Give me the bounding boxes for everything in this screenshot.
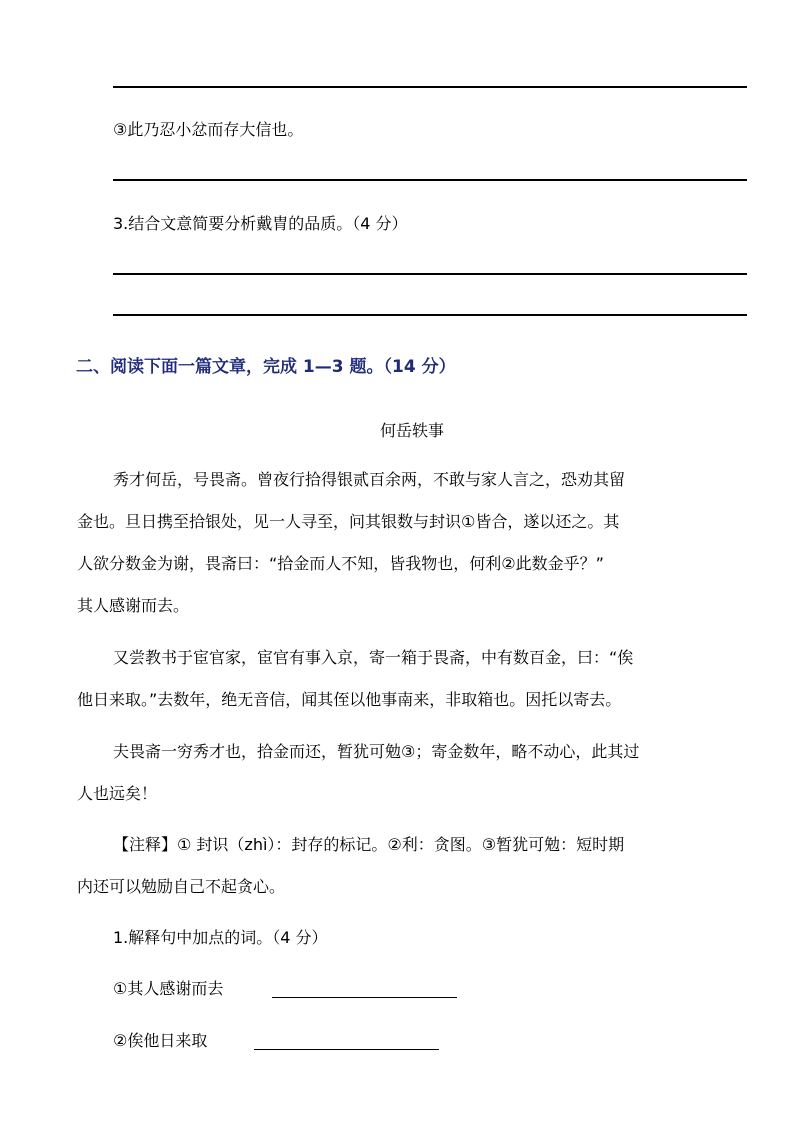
paragraph-1-line-1: 秀才何岳，号畏斋。曾夜行拾得银贰百余两，不敢与家人言之，恐劝其留 [113,470,626,489]
notes-line-1: 【注释】① 封识（zhì）：封存的标记。②利：贪图。③暂犹可勉：短时期 [113,835,625,854]
item-3-text: ③此乃忍小忿而存大信也。 [113,120,304,139]
question-3: 3.结合文意简要分析戴胄的品质。（4 分） [113,214,408,233]
q1-item-2: ②俟他日来取 [113,1031,208,1050]
notes-line-2: 内还可以勉励自己不起贪心。 [77,877,286,896]
answer-line [113,314,747,316]
paragraph-2-line-2: 他日来取。”去数年，绝无音信，闻其侄以他事南来，非取箱也。因托以寄去。 [77,690,622,709]
paragraph-3-line-1: 夫畏斋一穷秀才也，拾金而还，暂犹可勉③；寄金数年，略不动心，此其过 [113,742,640,761]
answer-line [113,273,747,275]
article-title: 何岳轶事 [380,421,445,440]
question-1: 1.解释句中加点的词。（4 分） [113,928,328,947]
section-heading: 二、阅读下面一篇文章，完成 1—3 题。（14 分） [76,357,456,377]
paragraph-1-line-2: 金也。旦日携至拾银处，见一人寻至，问其银数与封识①皆合，遂以还之。其 [77,512,620,531]
blank-line-1[interactable] [272,997,457,998]
blank-line-2[interactable] [254,1049,439,1050]
paragraph-2-line-1: 又尝教书于宦官家，宦官有事入京，寄一箱于畏斋，中有数百金，曰：“俟 [113,648,634,667]
paragraph-3-line-2: 人也远矣！ [77,784,158,803]
q1-item-1: ①其人感谢而去 [113,979,224,998]
answer-line [113,179,747,181]
paragraph-1-line-3: 人欲分数金为谢，畏斋曰：“拾金而人不知，皆我物也，何利②此数金乎？” [77,554,604,573]
paragraph-1-line-4: 其人感谢而去。 [77,596,190,615]
answer-line [113,86,747,88]
